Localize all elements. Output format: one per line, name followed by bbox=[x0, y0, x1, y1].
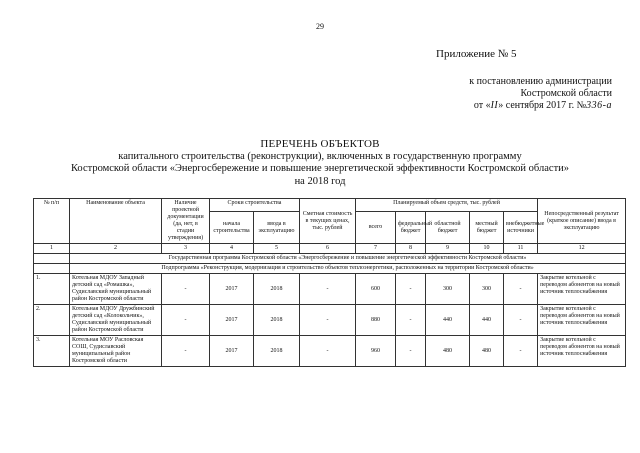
row-name: Котельная МДОУ Западный детский сад «Ромашка», Судиславский муниципальный район Костромской области bbox=[70, 274, 162, 305]
subprogram-row bbox=[34, 264, 626, 274]
table-row bbox=[34, 305, 626, 336]
document-title bbox=[0, 138, 640, 188]
row-result: Закрытие котельной с переводом абонентов на новый источник теплоснабжения bbox=[538, 336, 626, 367]
row-extra: - bbox=[504, 336, 538, 367]
col-number: 3 bbox=[162, 244, 210, 254]
header-estimate: Сметная стоимость в текущих ценах, тыс. рублей bbox=[300, 199, 356, 244]
decree-number: 336-а bbox=[586, 100, 612, 111]
col-number: 5 bbox=[254, 244, 300, 254]
table-row bbox=[34, 274, 626, 305]
decree-line-1: к постановлению администрации bbox=[469, 76, 612, 87]
header-terms: Сроки строительства bbox=[210, 199, 300, 212]
row-num: 3. bbox=[34, 336, 70, 367]
row-federal: - bbox=[396, 274, 426, 305]
decree-line-2: Костромской области bbox=[520, 88, 612, 99]
table-row bbox=[34, 336, 626, 367]
row-start: 2017 bbox=[210, 336, 254, 367]
row-estimate: - bbox=[300, 305, 356, 336]
row-name: Котельная МДОУ Дружбинский детский сад «Колокольчик», Судиславский муниципальный район Костромской области bbox=[70, 305, 162, 336]
title-line-2: капитального строительства (реконструкции), включенных в государственную программу bbox=[118, 150, 522, 162]
col-number: 2 bbox=[70, 244, 162, 254]
page-number: 29 bbox=[316, 22, 324, 31]
row-federal: - bbox=[396, 305, 426, 336]
decree-reference bbox=[437, 76, 612, 112]
header-name: Наименование объекта bbox=[70, 199, 162, 244]
row-start: 2017 bbox=[210, 305, 254, 336]
header-total: всего bbox=[356, 212, 396, 244]
row-end: 2018 bbox=[254, 336, 300, 367]
decree-day: II bbox=[490, 100, 499, 111]
title-line-3: Костромской области «Энергосбережение и повышение энергетической эффективности Костромской области» bbox=[70, 163, 570, 174]
row-name: Котельная МОУ Расловская СОШ, Судиславский муниципальный район Костромской области bbox=[70, 336, 162, 367]
title-line-4: на 2018 год bbox=[294, 175, 346, 187]
title-main: ПЕРЕЧЕНЬ ОБЪЕКТОВ bbox=[260, 138, 380, 150]
row-local: 480 bbox=[470, 336, 504, 367]
row-estimate: - bbox=[300, 336, 356, 367]
row-estimate: - bbox=[300, 274, 356, 305]
row-regional: 440 bbox=[426, 305, 470, 336]
header-docs: Наличие проектной документации (да, нет, в стадии утверждения) bbox=[162, 199, 210, 244]
row-end: 2018 bbox=[254, 274, 300, 305]
row-total: 880 bbox=[356, 305, 396, 336]
row-num: 2. bbox=[34, 305, 70, 336]
row-total: 600 bbox=[356, 274, 396, 305]
row-result: Закрытие котельной с переводом абонентов на новый источник теплоснабжения bbox=[538, 305, 626, 336]
row-regional: 300 bbox=[426, 274, 470, 305]
subprogram-title: Подпрограмма «Реконструкция, модернизация и строительство объектов теплоэнергетики, расположенных на территории Костромской области» bbox=[70, 264, 626, 274]
row-extra: - bbox=[504, 305, 538, 336]
header-extra: внебюджетные источники bbox=[504, 212, 538, 244]
row-total: 960 bbox=[356, 336, 396, 367]
row-extra: - bbox=[504, 274, 538, 305]
row-regional: 480 bbox=[426, 336, 470, 367]
appendix-label: Приложение № 5 bbox=[436, 48, 517, 60]
header-row-1 bbox=[34, 199, 626, 212]
row-result: Закрытие котельной с переводом абонентов на новый источник теплоснабжения bbox=[538, 274, 626, 305]
col-number: 12 bbox=[538, 244, 626, 254]
col-number: 8 bbox=[396, 244, 426, 254]
col-number: 9 bbox=[426, 244, 470, 254]
row-local: 440 bbox=[470, 305, 504, 336]
header-commission: ввода в эксплуатацию bbox=[254, 212, 300, 244]
column-numbers-row bbox=[34, 244, 626, 254]
program-spacer bbox=[34, 254, 70, 264]
row-federal: - bbox=[396, 336, 426, 367]
col-number: 6 bbox=[300, 244, 356, 254]
row-local: 300 bbox=[470, 274, 504, 305]
row-docs: - bbox=[162, 305, 210, 336]
header-result: Непосредственный результат (краткое описание) ввода в эксплуатацию bbox=[538, 199, 626, 244]
subprogram-spacer bbox=[34, 264, 70, 274]
row-docs: - bbox=[162, 274, 210, 305]
decree-prefix: от « bbox=[473, 100, 491, 111]
header-funds: Планируемый объем средств, тыс. рублей bbox=[356, 199, 538, 212]
row-end: 2018 bbox=[254, 305, 300, 336]
decree-month-year: » сентября 2017 г. № bbox=[498, 100, 587, 111]
col-number: 1 bbox=[34, 244, 70, 254]
header-local: местный бюджет bbox=[470, 212, 504, 244]
col-number: 7 bbox=[356, 244, 396, 254]
header-num: № п/п bbox=[34, 199, 70, 244]
col-number: 11 bbox=[504, 244, 538, 254]
decree-date-line bbox=[437, 100, 612, 112]
col-number: 10 bbox=[470, 244, 504, 254]
header-regional: областной бюджет bbox=[426, 212, 470, 244]
program-row bbox=[34, 254, 626, 264]
objects-table bbox=[33, 198, 626, 367]
program-title: Государственная программа Костромской области «Энергосбережение и повышение энергетической эффективности Костромской области» bbox=[70, 254, 626, 264]
row-num: 1. bbox=[34, 274, 70, 305]
header-start: начала строительства bbox=[210, 212, 254, 244]
header-federal: федеральный бюджет bbox=[396, 212, 426, 244]
row-start: 2017 bbox=[210, 274, 254, 305]
col-number: 4 bbox=[210, 244, 254, 254]
row-docs: - bbox=[162, 336, 210, 367]
